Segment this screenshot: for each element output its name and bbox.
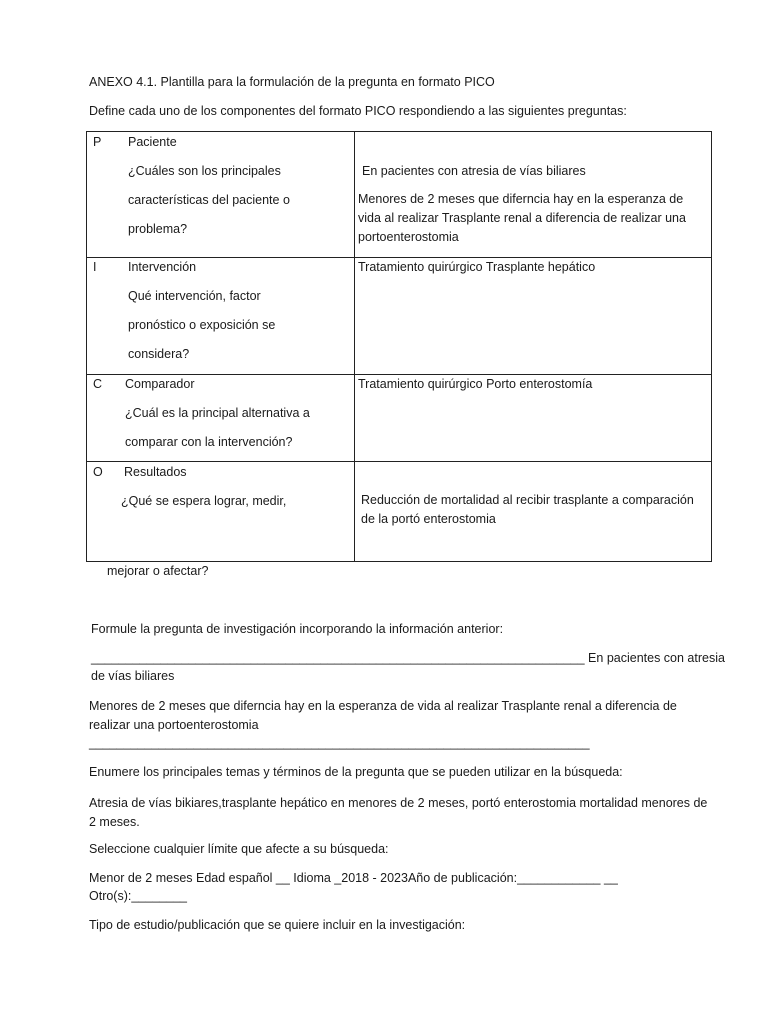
- research-question-underline: ________________________________________________________________________: [89, 736, 590, 750]
- pico-letter-c: C: [93, 377, 103, 391]
- pico-answer-i: Tratamiento quirúrgico Trasplante hepático: [358, 260, 596, 274]
- pico-question-c-line2: comparar con la intervención?: [125, 435, 293, 449]
- pico-question-o-line1: ¿Qué se espera lograr, medir,: [121, 494, 287, 508]
- pico-letter-i: I: [93, 260, 97, 274]
- pico-question-c-line1: ¿Cuál es la principal alternativa a: [125, 406, 310, 420]
- search-terms-label: Enumere los principales temas y términos de la pregunta que se pueden utilizar en la búsqueda:: [89, 765, 623, 779]
- pico-question-i-line2: pronóstico o exposición se: [128, 318, 276, 332]
- pico-table: [86, 131, 712, 562]
- pico-letter-o: O: [93, 465, 103, 479]
- row-divider: [87, 461, 711, 462]
- document-heading: ANEXO 4.1. Plantilla para la formulación de la pregunta en formato PICO: [89, 75, 495, 89]
- research-question-line1: _______________________________________________________________________ En pacientes con atresia: [91, 651, 725, 665]
- search-terms-answer: Atresia de vías bikiares,trasplante hepático en menores de 2 meses, portó enterostomia mortalidad menores de 2 meses.: [89, 796, 708, 829]
- pico-question-i-line3: considera?: [128, 347, 190, 361]
- search-limits-line1: Menor de 2 meses Edad español __ Idioma _2018 - 2023Año de publicación:____________ __: [89, 871, 618, 885]
- pico-answer-c: Tratamiento quirúrgico Porto enterostomía: [358, 377, 593, 391]
- research-question-paragraph: Menores de 2 meses que diferncia hay en la esperanza de vida al realizar Trasplante renal a diferencia de realizar una portoenterostomia: [89, 699, 677, 732]
- pico-title-resultados: Resultados: [124, 465, 187, 479]
- pico-question-i-line1: Qué intervención, factor: [128, 289, 261, 303]
- formulate-question-label: Formule la pregunta de investigación incorporando la información anterior:: [91, 622, 504, 636]
- search-limits-line2: Otro(s):________: [89, 889, 187, 903]
- pico-question-p-line1: ¿Cuáles son los principales: [128, 164, 281, 178]
- research-question-line2: de vías biliares: [91, 669, 175, 683]
- column-divider: [354, 132, 355, 561]
- pico-answer-o: Reducción de mortalidad al recibir trasplante a comparación de la portó enterostomia: [361, 493, 694, 526]
- pico-question-o-line2: mejorar o afectar?: [107, 564, 209, 578]
- pico-answer-p-detail: Menores de 2 meses que diferncia hay en la esperanza de vida al realizar Trasplante renal a diferencia de realizar una portoenterostomia: [358, 192, 686, 244]
- pico-question-p-line3: problema?: [128, 222, 188, 236]
- intro-text: Define cada uno de los componentes del formato PICO respondiendo a las siguientes preguntas:: [89, 104, 627, 118]
- row-divider: [87, 257, 711, 258]
- row-divider: [87, 374, 711, 375]
- pico-question-p-line2: características del paciente o: [128, 193, 290, 207]
- pico-letter-p: P: [93, 135, 102, 149]
- pico-title-intervencion: Intervención: [128, 260, 197, 274]
- pico-title-paciente: Paciente: [128, 135, 177, 149]
- study-type-label: Tipo de estudio/publicación que se quiere incluir en la investigación:: [89, 918, 466, 932]
- pico-answer-p-line1: En pacientes con atresia de vías biliares: [362, 164, 586, 178]
- pico-title-comparador: Comparador: [125, 377, 195, 391]
- search-limits-label: Seleccione cualquier límite que afecte a su búsqueda:: [89, 842, 389, 856]
